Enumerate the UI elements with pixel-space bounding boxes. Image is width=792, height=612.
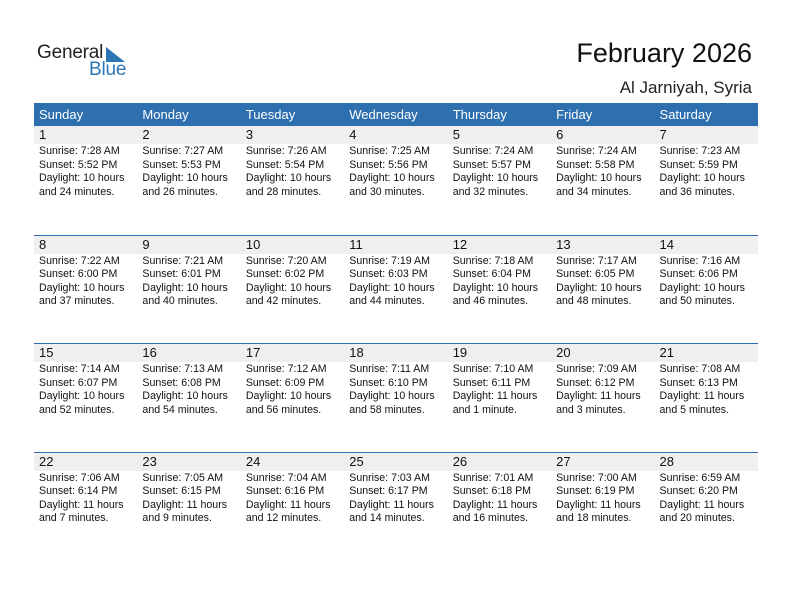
day-cell bbox=[137, 144, 240, 199]
daylight-text: and 1 minute. bbox=[452, 403, 517, 416]
week-row bbox=[34, 235, 758, 344]
daylight-text: Daylight: 10 hours bbox=[142, 281, 228, 294]
daylight-text: Daylight: 10 hours bbox=[556, 172, 642, 184]
sunrise-text: Sunrise: 7:10 AM bbox=[452, 363, 534, 375]
sunrise-text: Sunrise: 7:25 AM bbox=[349, 145, 430, 157]
daylight-text: and 34 minutes. bbox=[556, 185, 632, 198]
daylight-text: and 18 minutes. bbox=[556, 512, 632, 524]
daylight-text: and 3 minutes. bbox=[556, 403, 626, 416]
daylight-text: Daylight: 10 hours bbox=[39, 172, 125, 184]
sunrise-text: Sunrise: 7:21 AM bbox=[142, 254, 224, 267]
daylight-text: Daylight: 10 hours bbox=[142, 172, 228, 184]
week-row bbox=[34, 343, 758, 452]
sunset-text: Sunset: 6:07 PM bbox=[39, 376, 118, 389]
day-number: 24 bbox=[245, 453, 261, 469]
weekday-tuesday: Tuesday bbox=[245, 107, 296, 122]
day-cell bbox=[137, 254, 240, 309]
sunset-text: Sunset: 6:02 PM bbox=[245, 268, 325, 280]
daylight-text: and 37 minutes. bbox=[39, 295, 115, 307]
weekday-thursday: Thursday bbox=[452, 107, 507, 122]
day-cell bbox=[655, 254, 758, 309]
sunrise-text: Sunrise: 7:22 AM bbox=[39, 254, 120, 267]
day-number: 1 bbox=[39, 127, 47, 142]
sunrise-text: Sunrise: 7:16 AM bbox=[659, 254, 741, 267]
day-cell bbox=[137, 471, 240, 526]
day-number: 9 bbox=[142, 236, 150, 252]
sunset-text: Sunset: 6:08 PM bbox=[142, 376, 221, 389]
day-cell bbox=[655, 362, 758, 417]
day-number: 8 bbox=[39, 236, 47, 252]
weekday-monday: Monday bbox=[142, 107, 189, 122]
sunrise-text: Sunrise: 7:01 AM bbox=[452, 471, 534, 484]
day-cell bbox=[241, 254, 344, 309]
daylight-text: and 40 minutes. bbox=[142, 295, 218, 307]
day-number: 7 bbox=[659, 127, 667, 142]
day-cell bbox=[551, 144, 654, 199]
day-cell bbox=[655, 144, 758, 199]
daylight-text: and 50 minutes. bbox=[659, 295, 735, 307]
day-cell bbox=[241, 471, 344, 526]
logo-word-blue: Blue bbox=[89, 59, 127, 80]
sunset-text: Sunset: 6:11 PM bbox=[452, 376, 531, 389]
weeks-container bbox=[34, 126, 758, 560]
sunrise-text: Sunrise: 7:06 AM bbox=[39, 471, 120, 484]
day-number: 21 bbox=[659, 345, 674, 360]
day-cell bbox=[344, 362, 447, 417]
daylight-text: Daylight: 11 hours bbox=[659, 498, 745, 511]
weekday-friday: Friday bbox=[556, 107, 593, 122]
calendar-grid bbox=[34, 103, 758, 560]
daylight-text: Daylight: 10 hours bbox=[245, 390, 332, 402]
page-title: February 2026 bbox=[576, 38, 752, 68]
date-strip bbox=[34, 236, 758, 254]
sunset-text: Sunset: 6:13 PM bbox=[659, 376, 738, 389]
sunset-text: Sunset: 6:03 PM bbox=[349, 268, 428, 280]
daylight-text: Daylight: 11 hours bbox=[452, 498, 538, 511]
day-cell bbox=[551, 254, 654, 309]
day-number: 5 bbox=[452, 127, 460, 142]
daylight-text: and 28 minutes. bbox=[245, 185, 322, 198]
daylight-text: and 30 minutes. bbox=[349, 185, 425, 198]
daylight-text: Daylight: 11 hours bbox=[659, 390, 745, 402]
sunset-text: Sunset: 6:12 PM bbox=[556, 376, 635, 389]
daylight-text: Daylight: 10 hours bbox=[452, 172, 539, 184]
day-details-row bbox=[34, 144, 758, 199]
daylight-text: Daylight: 10 hours bbox=[349, 281, 435, 294]
day-number: 22 bbox=[39, 453, 54, 469]
sunset-text: Sunset: 5:59 PM bbox=[659, 158, 738, 171]
sunrise-text: Sunrise: 7:20 AM bbox=[245, 254, 327, 267]
sunset-text: Sunset: 6:14 PM bbox=[39, 485, 118, 497]
sunrise-text: Sunrise: 7:19 AM bbox=[349, 254, 430, 267]
sunrise-text: Sunrise: 7:28 AM bbox=[39, 145, 120, 157]
day-cell bbox=[448, 362, 551, 417]
daylight-text: Daylight: 10 hours bbox=[349, 172, 435, 184]
sunset-text: Sunset: 6:20 PM bbox=[659, 485, 738, 497]
day-number: 17 bbox=[245, 345, 261, 360]
daylight-text: and 5 minutes. bbox=[659, 403, 730, 416]
day-number: 6 bbox=[556, 127, 564, 142]
sunset-text: Sunset: 5:52 PM bbox=[39, 158, 118, 171]
daylight-text: Daylight: 10 hours bbox=[659, 172, 745, 184]
sunrise-text: Sunrise: 7:14 AM bbox=[39, 363, 120, 375]
sunrise-text: Sunrise: 7:23 AM bbox=[659, 145, 741, 157]
daylight-text: and 42 minutes. bbox=[245, 295, 322, 307]
daylight-text: Daylight: 10 hours bbox=[452, 281, 539, 294]
day-number: 15 bbox=[39, 345, 54, 360]
date-strip bbox=[34, 453, 758, 471]
sunset-text: Sunset: 6:06 PM bbox=[659, 268, 738, 280]
sunrise-text: Sunrise: 7:04 AM bbox=[245, 471, 327, 484]
daylight-text: and 44 minutes. bbox=[349, 295, 425, 307]
day-cell bbox=[448, 471, 551, 526]
day-number: 18 bbox=[349, 345, 364, 360]
sunset-text: Sunset: 6:15 PM bbox=[142, 485, 221, 497]
daylight-text: Daylight: 11 hours bbox=[39, 498, 124, 511]
daylight-text: Daylight: 11 hours bbox=[245, 498, 331, 511]
sunset-text: Sunset: 5:53 PM bbox=[142, 158, 221, 171]
daylight-text: and 36 minutes. bbox=[659, 185, 735, 198]
weekday-wednesday: Wednesday bbox=[349, 107, 418, 122]
week-row bbox=[34, 452, 758, 561]
day-number: 27 bbox=[556, 453, 571, 469]
sunset-text: Sunset: 5:54 PM bbox=[245, 158, 325, 171]
sunset-text: Sunset: 6:09 PM bbox=[245, 376, 325, 389]
daylight-text: and 9 minutes. bbox=[142, 512, 212, 524]
daylight-text: and 12 minutes. bbox=[245, 512, 322, 524]
sunrise-text: Sunrise: 7:27 AM bbox=[142, 145, 224, 157]
sunset-text: Sunset: 6:18 PM bbox=[452, 485, 532, 497]
sunset-text: Sunset: 6:17 PM bbox=[349, 485, 428, 497]
day-cell bbox=[241, 362, 344, 417]
daylight-text: Daylight: 11 hours bbox=[452, 390, 538, 402]
day-cell bbox=[34, 471, 137, 526]
daylight-text: and 26 minutes. bbox=[142, 185, 218, 198]
sunset-text: Sunset: 6:19 PM bbox=[556, 485, 635, 497]
week-row bbox=[34, 126, 758, 235]
day-number: 25 bbox=[349, 453, 364, 469]
day-cell bbox=[241, 144, 344, 199]
sunset-text: Sunset: 6:00 PM bbox=[39, 268, 118, 280]
sunset-text: Sunset: 6:16 PM bbox=[245, 485, 325, 497]
day-number: 4 bbox=[349, 127, 357, 142]
day-number: 12 bbox=[452, 236, 468, 252]
day-number: 26 bbox=[452, 453, 468, 469]
sunset-text: Sunset: 6:05 PM bbox=[556, 268, 635, 280]
daylight-text: Daylight: 10 hours bbox=[39, 281, 125, 294]
day-number: 11 bbox=[349, 236, 363, 252]
day-number: 23 bbox=[142, 453, 157, 469]
daylight-text: and 56 minutes. bbox=[245, 403, 322, 416]
daylight-text: and 16 minutes. bbox=[452, 512, 529, 524]
daylight-text: Daylight: 11 hours bbox=[349, 498, 434, 511]
daylight-text: Daylight: 10 hours bbox=[349, 390, 435, 402]
daylight-text: and 54 minutes. bbox=[142, 403, 218, 416]
sunrise-text: Sunrise: 7:03 AM bbox=[349, 471, 430, 484]
day-cell bbox=[344, 254, 447, 309]
day-number: 14 bbox=[659, 236, 674, 252]
day-details-row bbox=[34, 471, 758, 526]
sunrise-text: Sunrise: 6:59 AM bbox=[659, 471, 741, 484]
weekday-saturday: Saturday bbox=[659, 107, 712, 122]
day-cell bbox=[655, 471, 758, 526]
sunrise-text: Sunrise: 7:08 AM bbox=[659, 363, 741, 375]
sunset-text: Sunset: 6:04 PM bbox=[452, 268, 532, 280]
sunset-text: Sunset: 6:01 PM bbox=[142, 268, 221, 280]
day-number: 28 bbox=[659, 453, 674, 469]
day-details-row bbox=[34, 254, 758, 309]
sunrise-text: Sunrise: 7:00 AM bbox=[556, 471, 637, 484]
day-cell bbox=[448, 144, 551, 199]
daylight-text: and 48 minutes. bbox=[556, 295, 632, 307]
sunrise-text: Sunrise: 7:17 AM bbox=[556, 254, 637, 267]
daylight-text: Daylight: 11 hours bbox=[142, 498, 228, 511]
sunrise-text: Sunrise: 7:05 AM bbox=[142, 471, 224, 484]
daylight-text: Daylight: 10 hours bbox=[245, 172, 332, 184]
daylight-text: and 46 minutes. bbox=[452, 295, 529, 307]
sunrise-text: Sunrise: 7:13 AM bbox=[142, 363, 224, 375]
daylight-text: Daylight: 10 hours bbox=[659, 281, 745, 294]
sunset-text: Sunset: 5:58 PM bbox=[556, 158, 635, 171]
day-number: 20 bbox=[556, 345, 571, 360]
day-cell bbox=[551, 362, 654, 417]
day-number: 10 bbox=[245, 236, 261, 252]
sunrise-text: Sunrise: 7:24 AM bbox=[556, 145, 637, 157]
daylight-text: Daylight: 10 hours bbox=[245, 281, 332, 294]
logo-word-general: General bbox=[37, 42, 104, 63]
day-number: 19 bbox=[452, 345, 468, 360]
day-cell bbox=[137, 362, 240, 417]
sunrise-text: Sunrise: 7:26 AM bbox=[245, 145, 327, 157]
weekday-sunday: Sunday bbox=[39, 107, 84, 122]
day-cell bbox=[34, 254, 137, 309]
daylight-text: Daylight: 11 hours bbox=[556, 498, 641, 511]
day-details-row bbox=[34, 362, 758, 417]
day-cell bbox=[344, 144, 447, 199]
daylight-text: and 20 minutes. bbox=[659, 512, 735, 524]
daylight-text: Daylight: 10 hours bbox=[142, 390, 228, 402]
date-strip bbox=[34, 126, 758, 144]
daylight-text: and 32 minutes. bbox=[452, 185, 529, 198]
day-cell bbox=[34, 362, 137, 417]
sunrise-text: Sunrise: 7:12 AM bbox=[245, 363, 327, 375]
sunrise-text: Sunrise: 7:11 AM bbox=[349, 363, 430, 375]
day-number: 3 bbox=[245, 127, 254, 142]
sunrise-text: Sunrise: 7:09 AM bbox=[556, 363, 637, 375]
weekday-header-row bbox=[34, 103, 758, 126]
sunrise-text: Sunrise: 7:18 AM bbox=[452, 254, 534, 267]
daylight-text: and 7 minutes. bbox=[39, 512, 109, 524]
daylight-text: and 24 minutes. bbox=[39, 185, 115, 198]
sunset-text: Sunset: 5:57 PM bbox=[452, 158, 532, 171]
daylight-text: and 14 minutes. bbox=[349, 512, 425, 524]
day-number: 13 bbox=[556, 236, 571, 252]
location-subtitle: Al Jarniyah, Syria bbox=[619, 78, 752, 97]
sunset-text: Sunset: 5:56 PM bbox=[349, 158, 428, 171]
day-cell bbox=[344, 471, 447, 526]
day-cell bbox=[448, 254, 551, 309]
daylight-text: and 52 minutes. bbox=[39, 403, 115, 416]
day-cell bbox=[34, 144, 137, 199]
day-number: 2 bbox=[142, 127, 150, 142]
date-strip bbox=[34, 344, 758, 362]
daylight-text: Daylight: 11 hours bbox=[556, 390, 641, 402]
sunset-text: Sunset: 6:10 PM bbox=[349, 376, 428, 389]
logo bbox=[37, 42, 137, 82]
day-number: 16 bbox=[142, 345, 157, 360]
daylight-text: and 58 minutes. bbox=[349, 403, 425, 416]
daylight-text: Daylight: 10 hours bbox=[39, 390, 125, 402]
day-cell bbox=[551, 471, 654, 526]
sunrise-text: Sunrise: 7:24 AM bbox=[452, 145, 534, 157]
daylight-text: Daylight: 10 hours bbox=[556, 281, 642, 294]
